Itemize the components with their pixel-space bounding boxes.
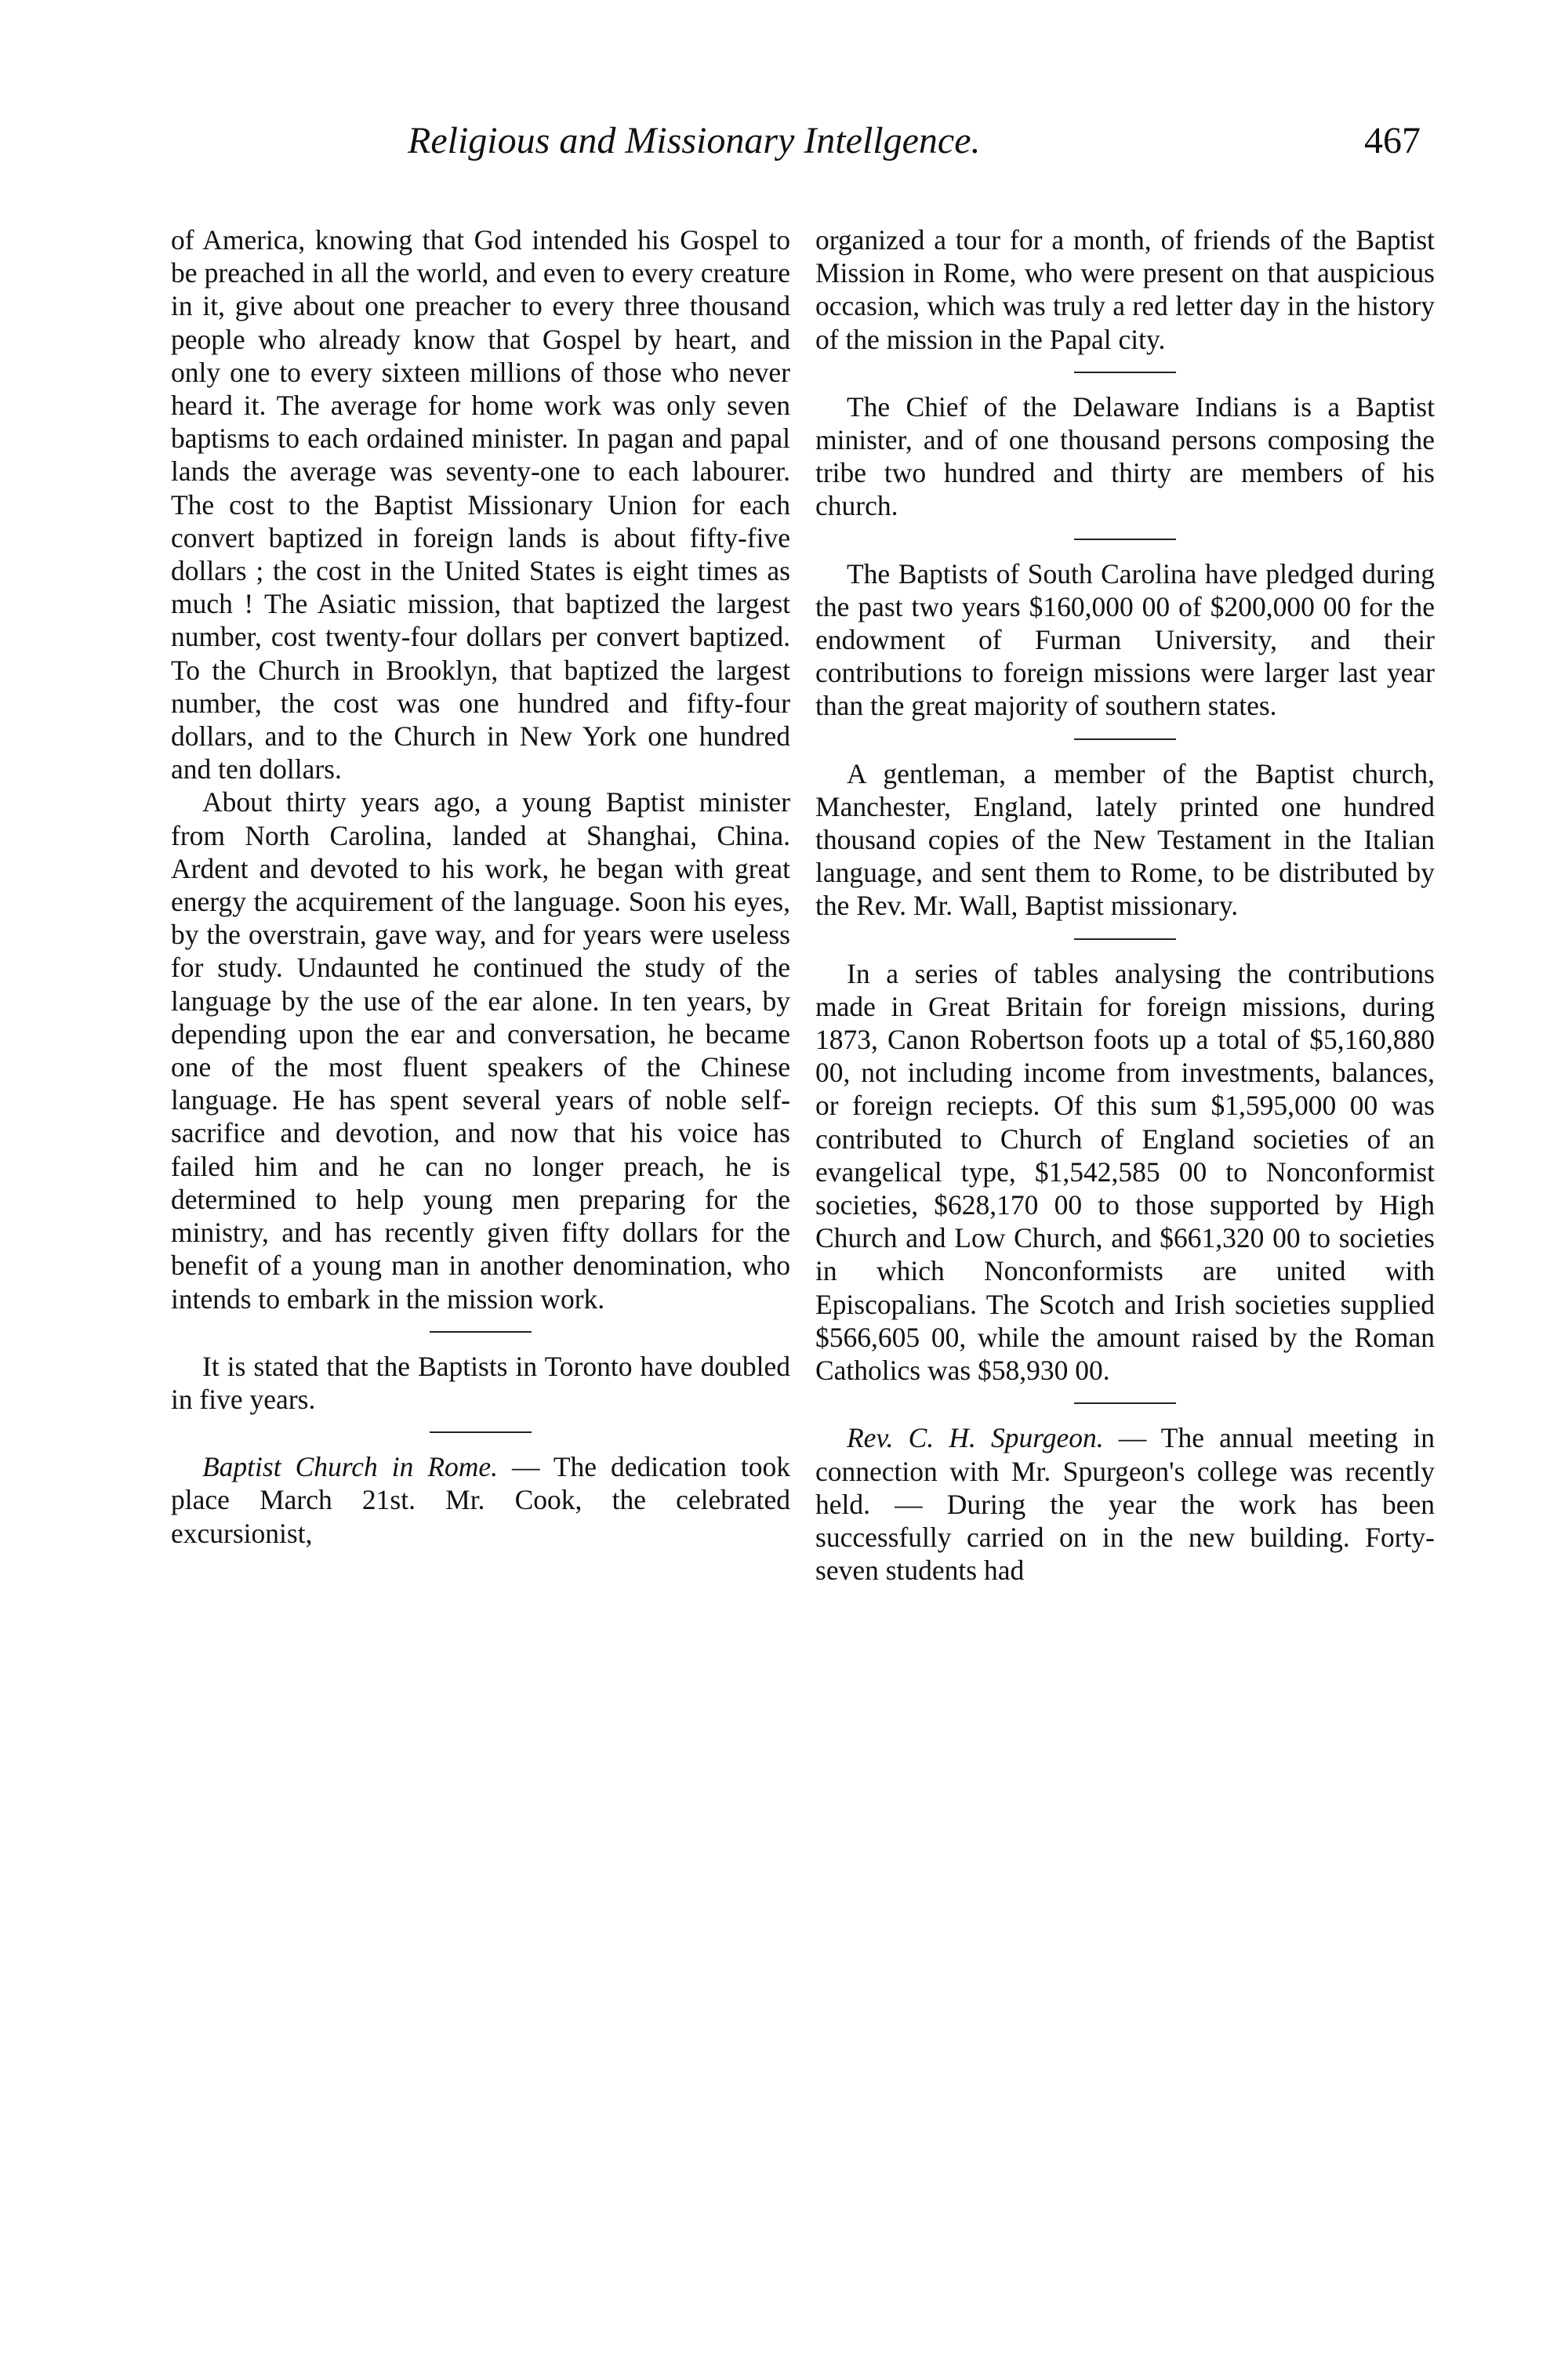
section-divider — [430, 1431, 532, 1433]
paragraph-baptist-church-rome — [171, 1450, 790, 1550]
running-head — [0, 118, 1568, 180]
paragraph-shanghai-minister: About thirty years ago, a young Baptist minister from North Carolina, landed at Shanghai, China. Ardent and devoted to his work, he began with great energy the acquirement of the language. Soon his eyes, by the overstrain, gave way, and for years were useless for study. Undaunted he continued the study of the language by the use of the ear alone. In ten years, by depending upon the ear and conversation, he became one of the most fluent speakers of the Chinese language. He has spent several years of noble self-sacrifice and devotion, and now that his voice has failed him and he can no longer preach, he is determined to help young men preparing for the ministry, and has recently given fifty dollars for the benefit of a young man in another denomination, who intends to embark in the mission work. — [171, 786, 790, 1315]
section-divider — [1074, 1402, 1176, 1404]
section-divider — [1074, 372, 1176, 373]
paragraph-lead-heading: Rev. C. H. Spurgeon. — [847, 1422, 1104, 1454]
paragraph-body: — The annual meeting in connection with Mr. Spurgeon's college was recently held. — During the year the work has been successfully carried on in the new building. Forty-seven students had — [815, 1422, 1435, 1587]
paragraph-manchester-testaments: A gentleman, a member of the Baptist church, Manchester, England, lately printed one hundred thousand copies of the New Testament in the Italian language, and sent them to Rome, to be distributed by the Rev. Mr. Wall, Baptist missionary. — [815, 757, 1435, 922]
paragraph-missionary-statistics: of America, knowing that God intended his Gospel to be preached in all the world, and even to every creature in it, give about one preacher to every three thousand people who already know that Gospel by heart, and only one to every sixteen millions of those who never heard it. The average for home work was only seven baptisms to each ordained minister. In pagan and papal lands the average was seventy-one to each labourer. The cost to the Baptist Missionary Union for each convert baptized in foreign lands is about fifty-five dollars ; the cost in the United States is eight times as much ! The Asiatic mission, that baptized the largest number, cost twenty-four dollars per convert baptized. To the Church in Brooklyn, that baptized the largest number, the cost was one hundred and fifty-four dollars, and to the Church in New York one hundred and ten dollars. — [171, 224, 790, 785]
paragraph-body: — The dedication took place March 21st. Mr. Cook, the celebrated excursionist, — [171, 1451, 790, 1549]
paragraph-british-contributions: In a series of tables analysing the contributions made in Great Britain for foreign missions, during 1873, Canon Robertson foots up a total of $5,160,880 00, not including income from investments, balances, or foreign reciepts. Of this sum $1,595,000 00 was contributed to Church of England societies of an evangelical type, $1,542,585 00 to Nonconformist societies, $628,170 00 to those supported by High Church and Low Church, and $661,320 00 to societies in which Nonconformists are united with Episcopalians. The Scotch and Irish societies supplied $566,605 00, while the amount raised by the Roman Catholics was $58,930 00. — [815, 957, 1435, 1387]
paragraph-spurgeon-college — [815, 1421, 1435, 1587]
section-divider — [1074, 938, 1176, 940]
section-divider — [1074, 738, 1176, 740]
left-column — [171, 223, 790, 1550]
paragraph-south-carolina: The Baptists of South Carolina have pledged during the past two years $160,000 00 of $200,000 00 for the endowment of Furman University, and their contributions to foreign missions were larger last year than the great majority of southern states. — [815, 557, 1435, 722]
paragraph-delaware-indians: The Chief of the Delaware Indians is a Baptist minister, and of one thousand persons composing the tribe two hundred and thirty are members of his church. — [815, 390, 1435, 522]
section-divider — [1074, 539, 1176, 540]
paragraph-lead-heading: Baptist Church in Rome. — [202, 1451, 499, 1483]
section-divider — [430, 1331, 532, 1333]
running-title: Religious and Missionary Intellgence. — [408, 120, 981, 161]
right-column — [815, 223, 1435, 1587]
page-number: 467 — [1364, 120, 1421, 161]
paragraph-rome-tour: organized a tour for a month, of friends of the Baptist Mission in Rome, who were present on that auspicious occasion, which was truly a red letter day in the history of the mission in the Papal city. — [815, 224, 1435, 355]
paragraph-toronto-baptists: It is stated that the Baptists in Toronto have doubled in five years. — [171, 1350, 790, 1415]
